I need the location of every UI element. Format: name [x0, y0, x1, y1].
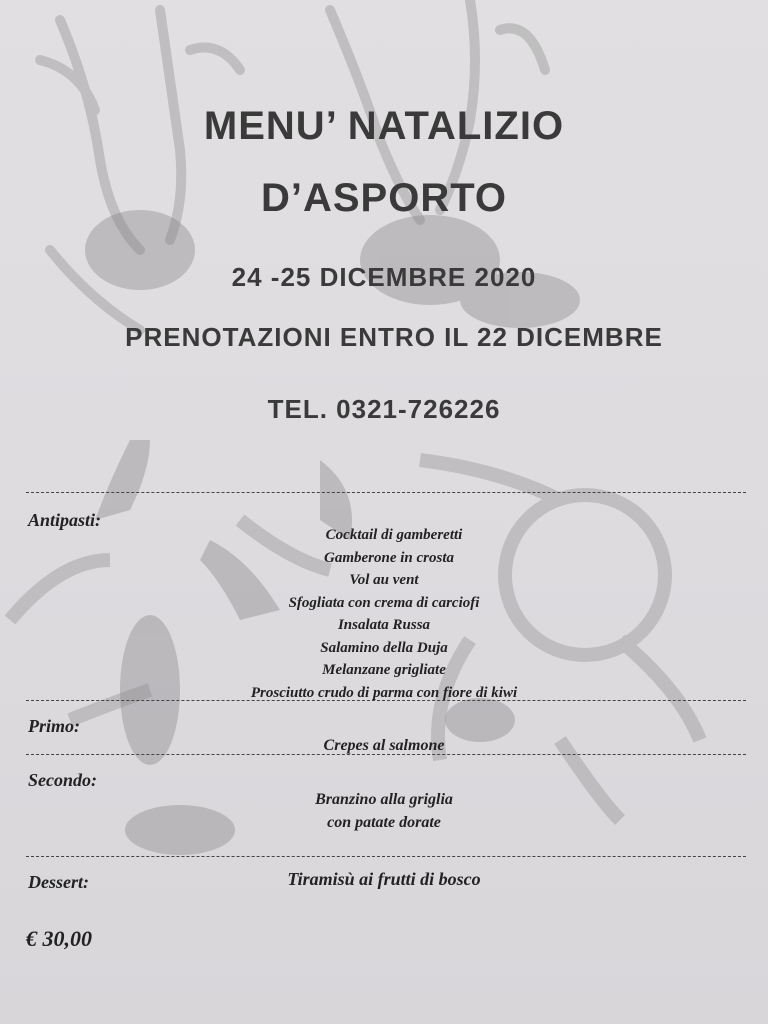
menu-title-line-1: MENU’ NATALIZIO	[203, 104, 565, 148]
antipasti-label: Antipasti:	[28, 510, 102, 530]
dessert-label: Dessert:	[28, 872, 89, 892]
primo-label: Primo:	[28, 716, 80, 736]
secondo-dish: Branzino alla griglia	[315, 791, 453, 808]
list-item: Salamino della Duja	[320, 639, 448, 656]
menu-title-line-2: D’ASPORTO	[260, 176, 508, 220]
list-item: Gamberone in crosta	[323, 549, 454, 566]
section-divider	[26, 754, 746, 755]
list-item: Melanzane grigliate	[322, 662, 446, 678]
list-item: Cocktail di gamberetti	[325, 527, 463, 543]
phone-number: TEL. 0321-726226	[267, 394, 501, 424]
antipasti-list	[0, 524, 768, 704]
booking-deadline: PRENOTAZIONI ENTRO IL 22 DICEMBRE	[125, 322, 663, 352]
menu-price: € 30,00	[26, 926, 92, 951]
section-divider	[26, 856, 746, 857]
primo-dish: Crepes al salmone	[323, 737, 445, 754]
event-dates: 24 -25 DICEMBRE 2020	[231, 262, 537, 292]
secondo-dish-side: con patate dorate	[327, 814, 441, 831]
dessert-dish: Tiramisù ai frutti di bosco	[287, 869, 481, 889]
section-divider	[26, 700, 746, 701]
list-item: Sfogliata con crema di carciofi	[288, 594, 480, 611]
list-item: Prosciutto crudo di parma con fiore di kiwi	[250, 684, 518, 701]
section-divider	[26, 492, 746, 493]
list-item: Insalata Russa	[337, 617, 431, 633]
list-item: Vol au vent	[349, 572, 419, 588]
secondo-label: Secondo:	[28, 770, 97, 790]
